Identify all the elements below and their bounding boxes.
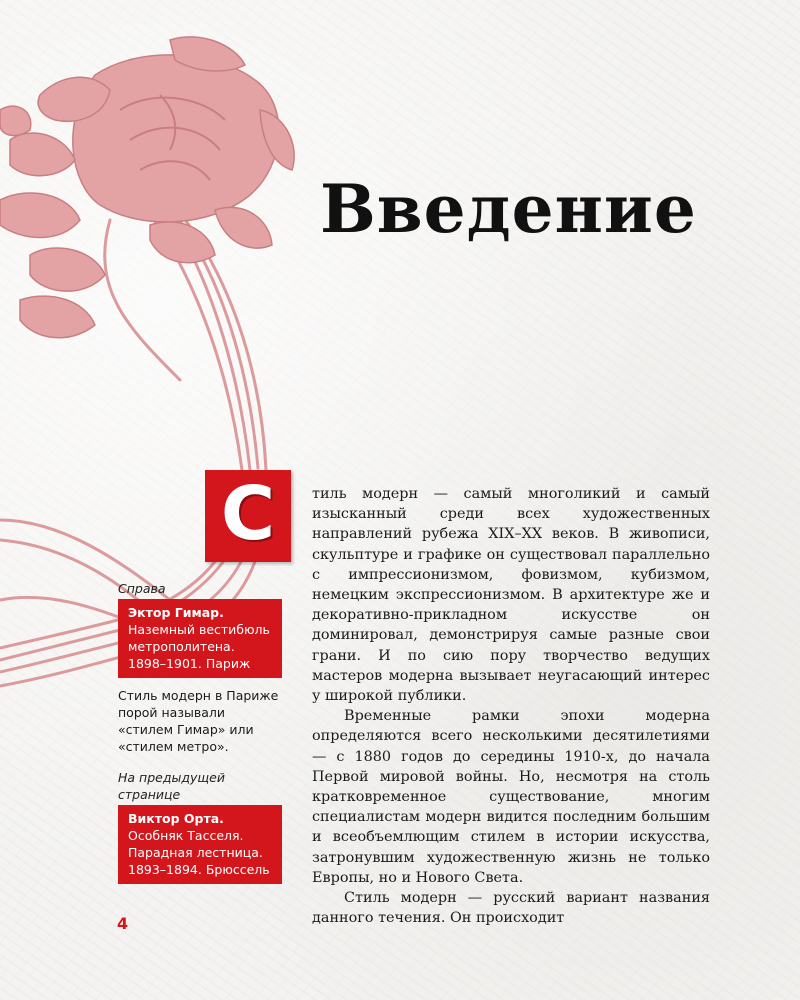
side-note: Стиль модерн в Париже порой называли «стилем Гимар» или «стилем метро». [118,688,279,754]
caption-1 [118,599,282,678]
caption-2-author: Виктор Орта. [128,811,224,826]
body-text [312,484,710,928]
caption-2-text: Особняк Тасселя. Парадная лестница. 1893–1894. Брюссель [128,828,270,877]
paragraph-1: тиль модерн — самый многоликий и самый изысканный среди всех художественных направлений рубежа XIX–XX веков. В живописи, скульптуре и графике он существовал параллельно с импрессионизмом, фовизмом, кубизмом, немецким экспрессионизмом. В архитектуре же и декоративно-прикладном искусстве он доминировал, демонстрируя самые разные свои грани. И по сию пору творчество ведущих мастеров модерна вызывает неугасающий интерес у широкой публики. [312,486,710,705]
paragraph-3: Стиль модерн — русский вариант названия данного течения. Он происходит [312,890,710,927]
page-number: 4 [117,914,129,933]
caption-1-author: Эктор Гимар. [128,605,224,620]
caption-2 [118,805,282,884]
sidebar [118,580,282,884]
paragraph-2: Временные рамки эпохи модерна определяются всего несколькими десятилетиями — с 1880 годов до середины 1910-х, до начала Первой мировой войны. Но, несмотря на столь кратковременное существование, многим специалистам модерн видится последним большим и всеобъемлющим стилем в истории искусства, затронувшим художественную жизнь не только Европы, но и Нового Света. [312,708,710,886]
caption-1-label: Справа [118,581,166,596]
drop-cap-letter: С [220,471,276,557]
caption-2-label: На предыдущей странице [118,770,225,802]
drop-cap [205,470,291,562]
caption-1-text: Наземный вестибюль метрополитена. 1898–1901. Париж [128,622,270,671]
page-title: Введение [320,170,697,248]
